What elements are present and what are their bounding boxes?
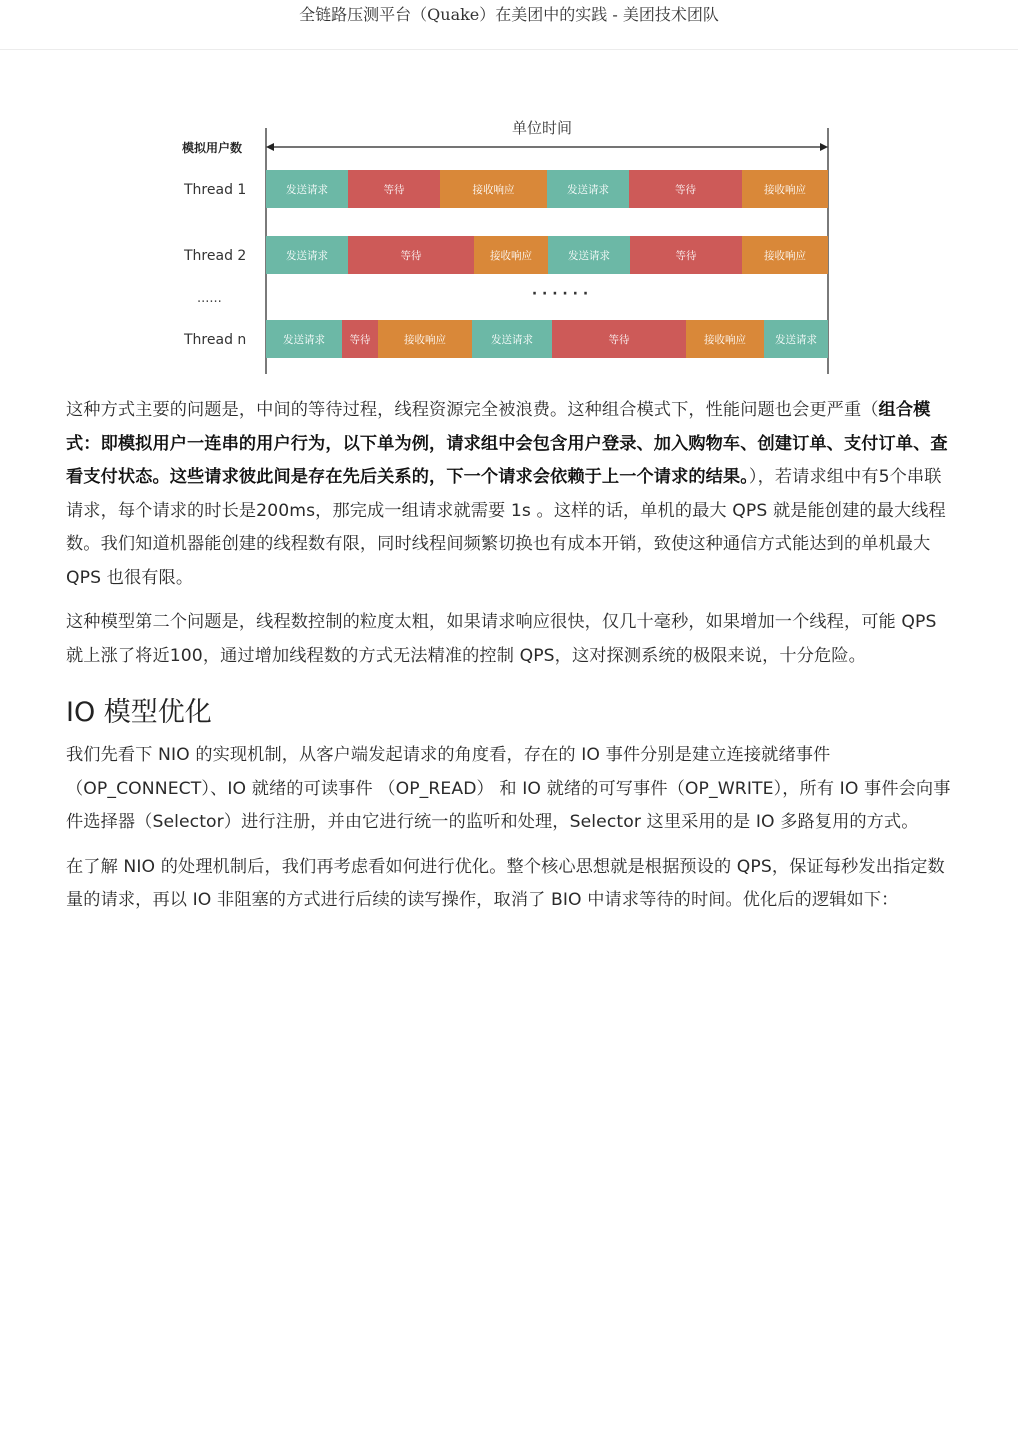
segment-label: 等待 (383, 184, 405, 196)
user-count-label: 模拟用户数 (182, 141, 243, 155)
paragraph-1-lead: 这种方式主要的问题是，中间的等待过程，线程资源完全被浪费。这种组合模式下，性能问题也会更严重（ (66, 400, 879, 420)
segment-label: 等待 (349, 334, 371, 346)
segment-label: 发送请求 (567, 184, 609, 196)
paragraph-1-emphasis: 组合模式：即模拟用户一连串的用户行为，以下单为例，请求组中会包含用户登录、加入购物车、创建订单、支付订单、查看支付状态。这些请求彼此间是存在先后关系的，下一个请求会依赖于上一个请求的结果。 (66, 400, 948, 487)
paragraph-1-tail: ），若请求组中有5个串联请求，每个请求的时长是200ms，那完成一组请求就需要 1s 。这样的话，单机的最大 QPS 就是能创建的最大线程数。我们知道机器能创建的线程数有限，同时线程间频繁切换也有成本开销，致使这种通信方式能达到的单机最大 QPS 也很有限。 (66, 467, 946, 588)
dots-left: ...... (197, 291, 222, 306)
thread-label: Thread 1 (184, 182, 247, 198)
thread-label: Thread 2 (184, 248, 247, 264)
segment-label: 接收响应 (764, 184, 806, 196)
paragraph-2: 这种模型第二个问题是，线程数控制的粒度太粗，如果请求响应很快，仅几十毫秒，如果增加一个线程，可能 QPS 就上涨了将近100，通过增加线程数的方式无法精准的控制 QPS，这对探测系统的极限来说，十分危险。 (66, 612, 937, 666)
paragraph-4: 在了解 NIO 的处理机制后，我们再考虑看如何进行优化。整个核心思想就是根据预设的 QPS，保证每秒发出指定数量的请求，再以 IO 非阻塞的方式进行后续的读写操作，取消了 BIO 中请求等待的时间。优化后的逻辑如下： (66, 856, 945, 910)
segment-label: 接收响应 (490, 250, 532, 262)
segment-label: 等待 (400, 250, 422, 262)
arrow-left-icon (266, 143, 274, 151)
segment-label: 发送请求 (775, 334, 817, 346)
segment-label: 等待 (608, 334, 630, 346)
paragraph-1 (66, 394, 954, 595)
segment-label: 接收响应 (404, 334, 446, 346)
page-header (0, 0, 1018, 50)
segment-label: 发送请求 (286, 250, 328, 262)
thread-timeline-diagram (172, 112, 842, 378)
arrow-right-icon (820, 143, 828, 151)
paragraph-3: 我们先看下 NIO 的实现机制，从客户端发起请求的角度看，存在的 IO 事件分别是建立连接就绪事件（OP_CONNECT）、IO 就绪的可读事件 （OP_READ） 和 IO 就绪的可写事件（OP_WRITE），所有 IO 事件会向事件选择器（Selector）进行注册，并由它进行统一的监听和处理，Selector 这里采用的是 IO 多路复用的方式。 (66, 745, 951, 832)
section-heading: IO 模型优化 (66, 697, 212, 728)
segment-label: 接收响应 (472, 184, 515, 196)
segment-label: 发送请求 (286, 184, 328, 196)
segment-label: 等待 (675, 184, 696, 196)
segment-label: 发送请求 (283, 334, 325, 346)
segment-label: 发送请求 (568, 250, 610, 262)
article-body (66, 394, 954, 929)
segment-label: 接收响应 (704, 334, 746, 346)
segment-label: 等待 (675, 250, 697, 262)
thread-label: Thread n (184, 332, 247, 348)
dots-center: · · · · · · (531, 286, 589, 302)
segment-label: 接收响应 (764, 250, 806, 262)
thread-rows (183, 170, 828, 358)
page-title: 全链路压测平台（Quake）在美团中的实践 - 美团技术团队 (299, 5, 719, 24)
time-label: 单位时间 (511, 119, 573, 137)
segment-label: 发送请求 (491, 334, 533, 346)
